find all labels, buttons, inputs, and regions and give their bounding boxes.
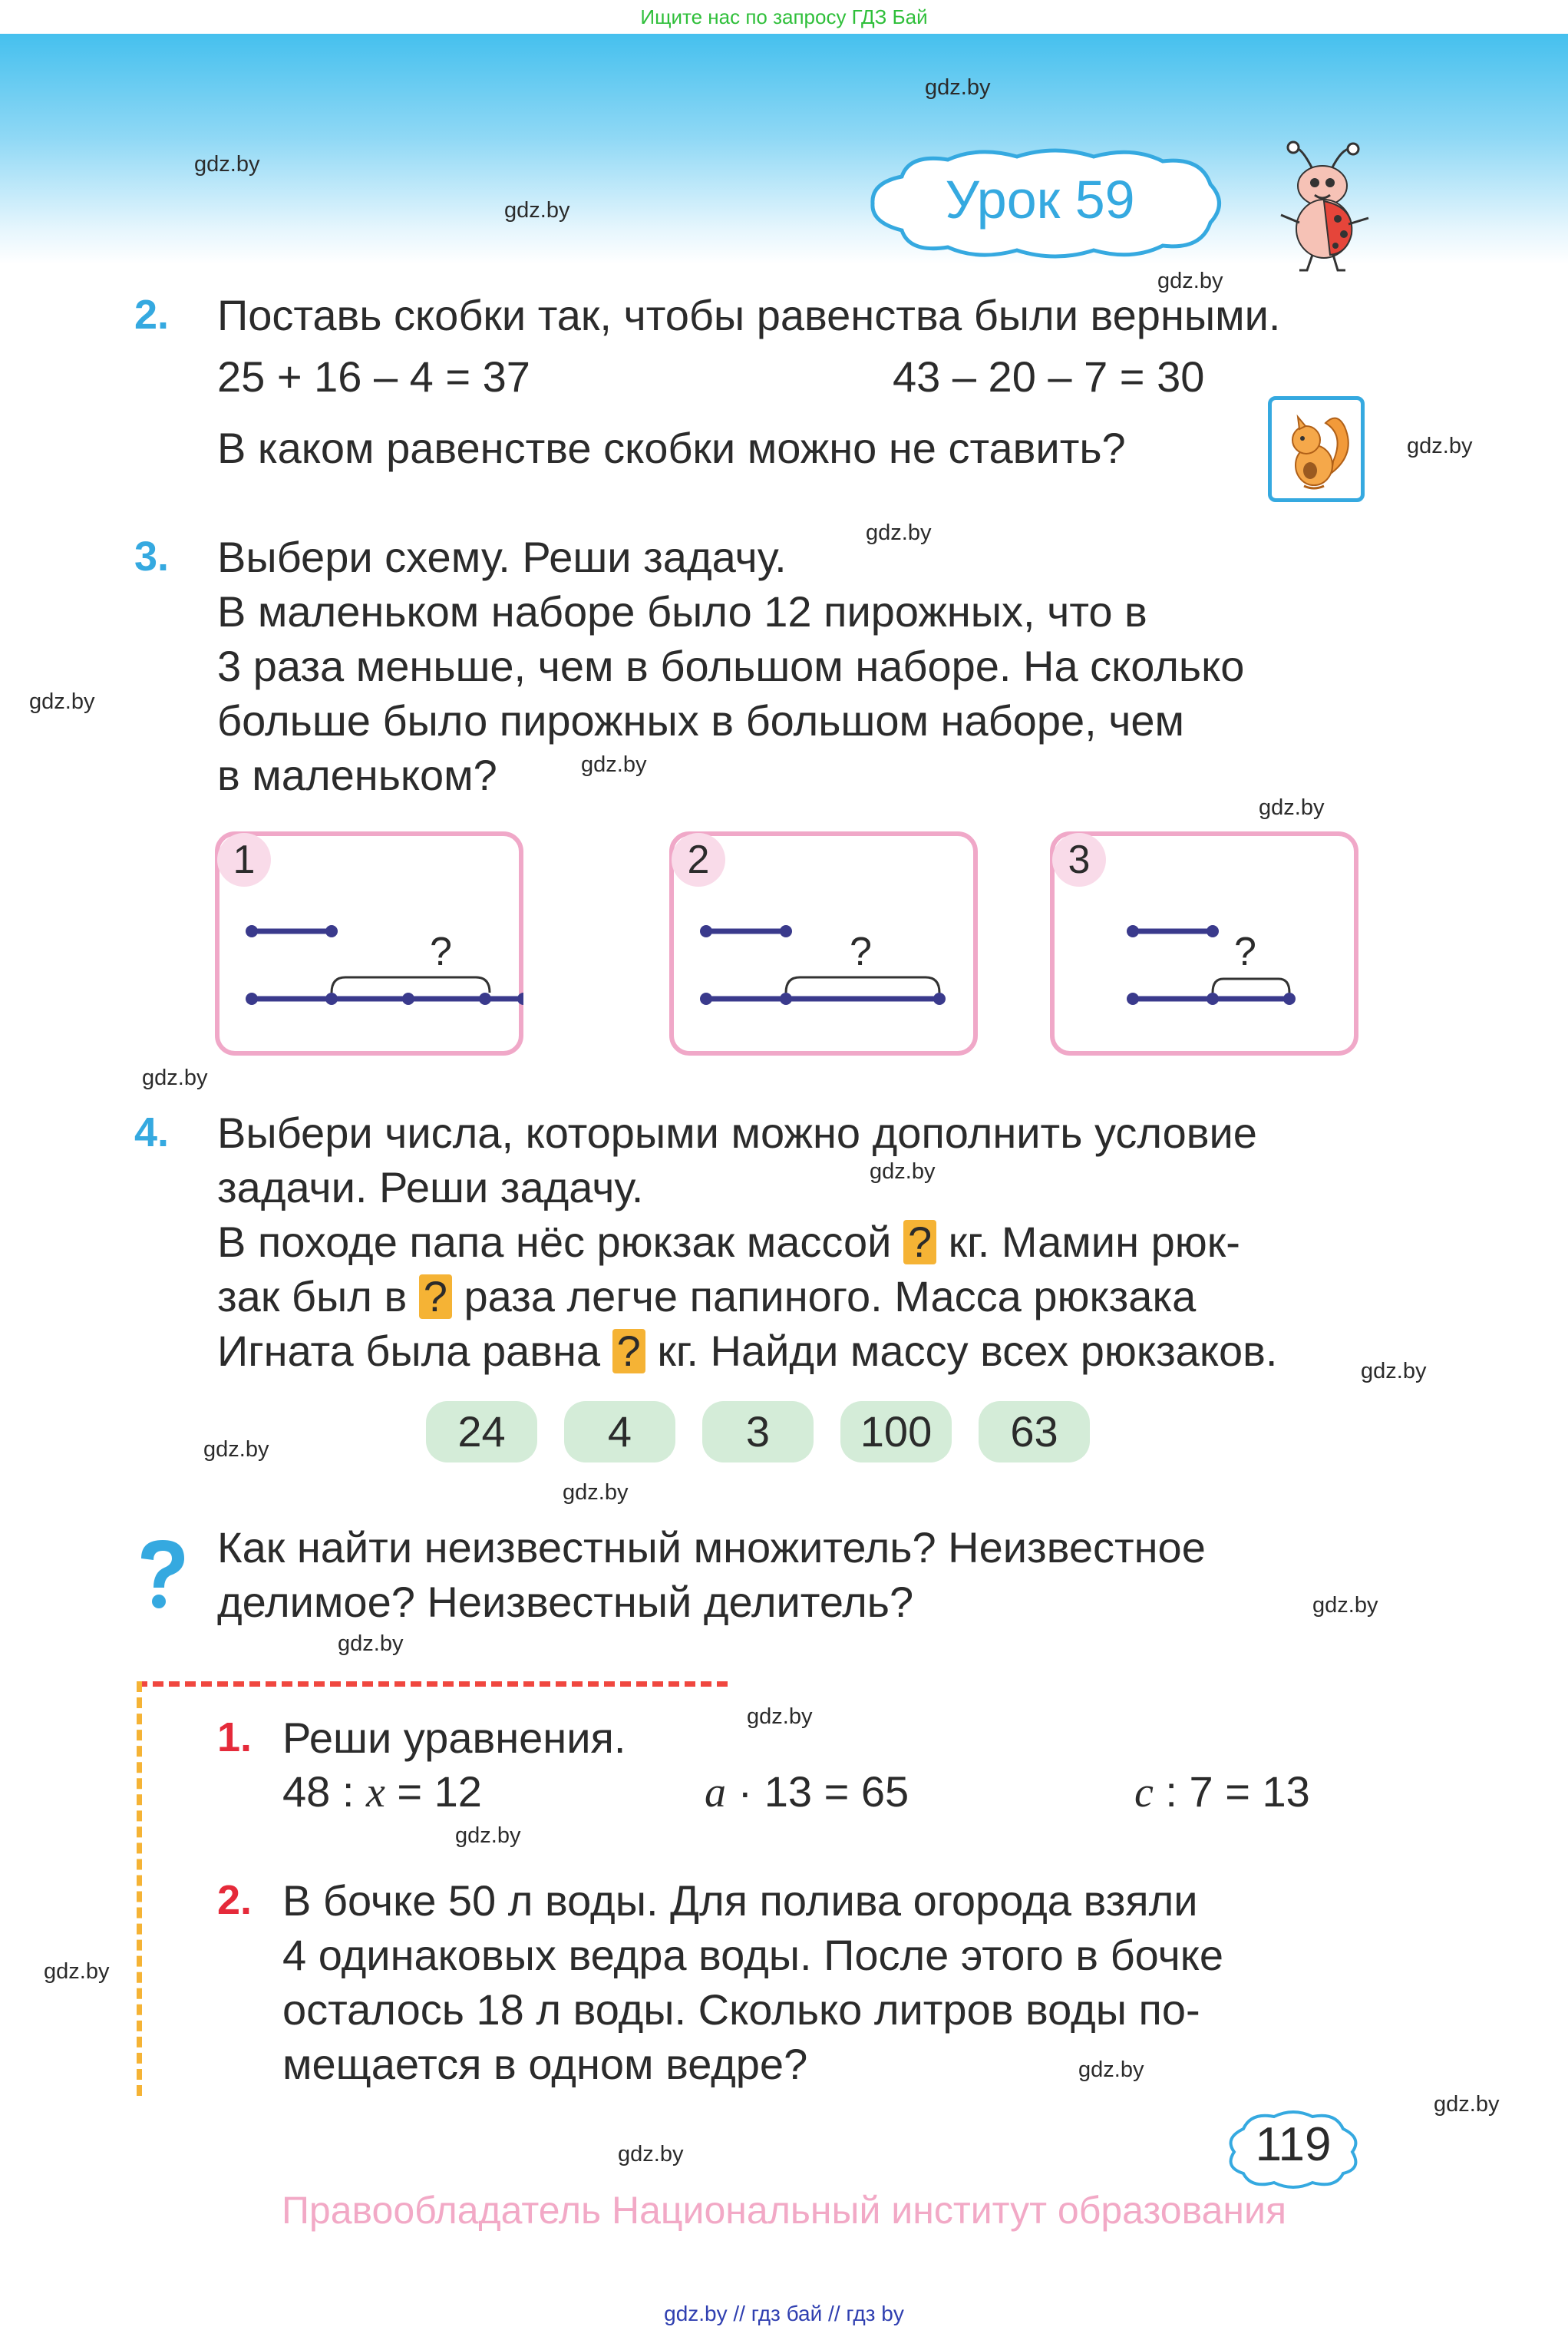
task-4-body-line <box>217 1324 1277 1378</box>
task-4-text: В походе папа нёс рюкзак массой <box>217 1218 892 1266</box>
scheme-diagram-2 <box>669 831 978 1056</box>
task-number: 4. <box>134 1109 170 1155</box>
repeat-task-2-line: В бочке 50 л воды. Для полива огорода взяли <box>282 1876 1198 1925</box>
review-question-line: делимое? Неизвестный делитель? <box>217 1578 914 1626</box>
watermark: gdz.by <box>455 1823 521 1848</box>
equation-variable: x <box>365 1769 385 1816</box>
task-3-line: Выбери схему. Реши задачу. <box>217 533 787 581</box>
scheme-label: 1 <box>217 833 271 887</box>
number-option-chip[interactable]: 63 <box>979 1401 1090 1462</box>
equation-text: · 13 = 65 <box>726 1767 909 1816</box>
number-option-chip[interactable]: 4 <box>564 1401 675 1462</box>
watermark: gdz.by <box>504 198 570 223</box>
watermark: gdz.by <box>338 1631 404 1656</box>
number-option-chip[interactable]: 3 <box>702 1401 814 1462</box>
page-number: 119 <box>1255 2118 1332 2171</box>
watermark: gdz.by <box>1078 2057 1144 2082</box>
repeat-task-1-text: Реши уравнения. <box>282 1714 626 1762</box>
scheme-question-mark: ? <box>1234 930 1256 974</box>
review-question-line: Как найти неизвестный множитель? Неизвестное <box>217 1523 1206 1572</box>
scheme-question-mark: ? <box>430 930 452 974</box>
watermark: gdz.by <box>866 521 932 545</box>
number-option-chip[interactable]: 24 <box>426 1401 537 1462</box>
task-4-text: зак был в <box>217 1272 408 1320</box>
task-4-text: кг. Мамин рюк- <box>948 1218 1240 1266</box>
watermark: gdz.by <box>925 75 991 100</box>
task-4-body-line <box>217 1215 1240 1269</box>
watermark: gdz.by <box>1259 795 1325 820</box>
section-border-left <box>137 1681 142 2096</box>
watermark: gdz.by <box>618 2142 684 2166</box>
watermark: gdz.by <box>203 1437 269 1462</box>
scheme-label: 2 <box>672 833 725 887</box>
ladybug-icon <box>1270 138 1378 276</box>
equation-x <box>282 1764 482 1820</box>
equation-text: = 12 <box>385 1767 482 1816</box>
watermark: gdz.by <box>581 752 647 777</box>
scheme-diagram-1 <box>215 831 523 1056</box>
task-4-body-line <box>217 1269 1196 1324</box>
repeat-task-2-line: мещается в одном ведре? <box>282 2040 808 2088</box>
equation-variable: c <box>1134 1769 1154 1816</box>
blank-placeholder[interactable]: ? <box>612 1329 645 1373</box>
task-4-line: задачи. Реши задачу. <box>217 1163 644 1211</box>
repeat-task-number: 2. <box>217 1877 253 1923</box>
question-icon <box>130 1535 192 1612</box>
top-banner[interactable]: Ищите нас по запросу ГДЗ Бай <box>640 5 928 28</box>
task-number: 2. <box>134 292 170 338</box>
watermark: gdz.by <box>1407 434 1473 458</box>
repeat-task-number: 1. <box>217 1714 253 1760</box>
task-4-text: раза легче папиного. Масса рюкзака <box>464 1272 1197 1320</box>
footer-links[interactable]: gdz.by // гдз бай // гдз by <box>664 2302 904 2325</box>
equation-text: 48 : <box>282 1767 366 1816</box>
equation-a <box>705 1764 909 1820</box>
watermark: gdz.by <box>747 1704 813 1729</box>
lesson-title: Урок 59 <box>945 170 1135 230</box>
watermark: gdz.by <box>142 1066 208 1090</box>
task-3-line: В маленьком наборе было 12 пирожных, что в <box>217 587 1147 636</box>
scheme-diagram-3 <box>1050 831 1358 1056</box>
watermark: gdz.by <box>1434 2092 1500 2117</box>
task-3-line: в маленьком? <box>217 751 497 799</box>
task-number: 3. <box>134 534 170 580</box>
copyright-note: Правообладатель Национальный институт образования <box>281 2189 1287 2232</box>
task-4-text: кг. Найди массу всех рюкзаков. <box>657 1327 1278 1375</box>
blank-placeholder[interactable]: ? <box>903 1220 936 1264</box>
task-3-line: 3 раза меньше, чем в большом наборе. На сколько <box>217 642 1245 690</box>
task-2-question: В каком равенстве скобки можно не ставить? <box>217 424 1126 472</box>
repeat-task-2-line: 4 одинаковых ведра воды. После этого в бочке <box>282 1931 1224 1979</box>
task-4-line: Выбери числа, которыми можно дополнить условие <box>217 1109 1257 1157</box>
task-2-text: Поставь скобки так, чтобы равенства были верными. <box>217 291 1281 339</box>
equation-variable: a <box>705 1769 726 1816</box>
number-option-chip[interactable]: 100 <box>840 1401 952 1462</box>
watermark: gdz.by <box>563 1480 629 1505</box>
watermark: gdz.by <box>1361 1359 1427 1383</box>
watermark: gdz.by <box>29 689 95 714</box>
repeat-task-2-line: осталось 18 л воды. Сколько литров воды по- <box>282 1985 1200 2034</box>
watermark: gdz.by <box>44 1959 110 1984</box>
scheme-label: 3 <box>1052 833 1106 887</box>
section-border-top <box>137 1681 728 1687</box>
watermark: gdz.by <box>1312 1593 1378 1618</box>
equation-1: 25 + 16 – 4 = 37 <box>217 352 530 401</box>
equation-2: 43 – 20 – 7 = 30 <box>893 352 1205 401</box>
scheme-question-mark: ? <box>850 930 872 974</box>
watermark: gdz.by <box>870 1159 936 1184</box>
equation-c <box>1134 1764 1310 1820</box>
task-3-line: больше было пирожных в большом наборе, чем <box>217 696 1185 745</box>
task-4-text: Игната была равна <box>217 1327 601 1375</box>
equation-text: : 7 = 13 <box>1153 1767 1310 1816</box>
watermark: gdz.by <box>1157 269 1223 293</box>
blank-placeholder[interactable]: ? <box>419 1274 452 1319</box>
squirrel-icon <box>1268 396 1365 502</box>
watermark: gdz.by <box>194 152 260 177</box>
